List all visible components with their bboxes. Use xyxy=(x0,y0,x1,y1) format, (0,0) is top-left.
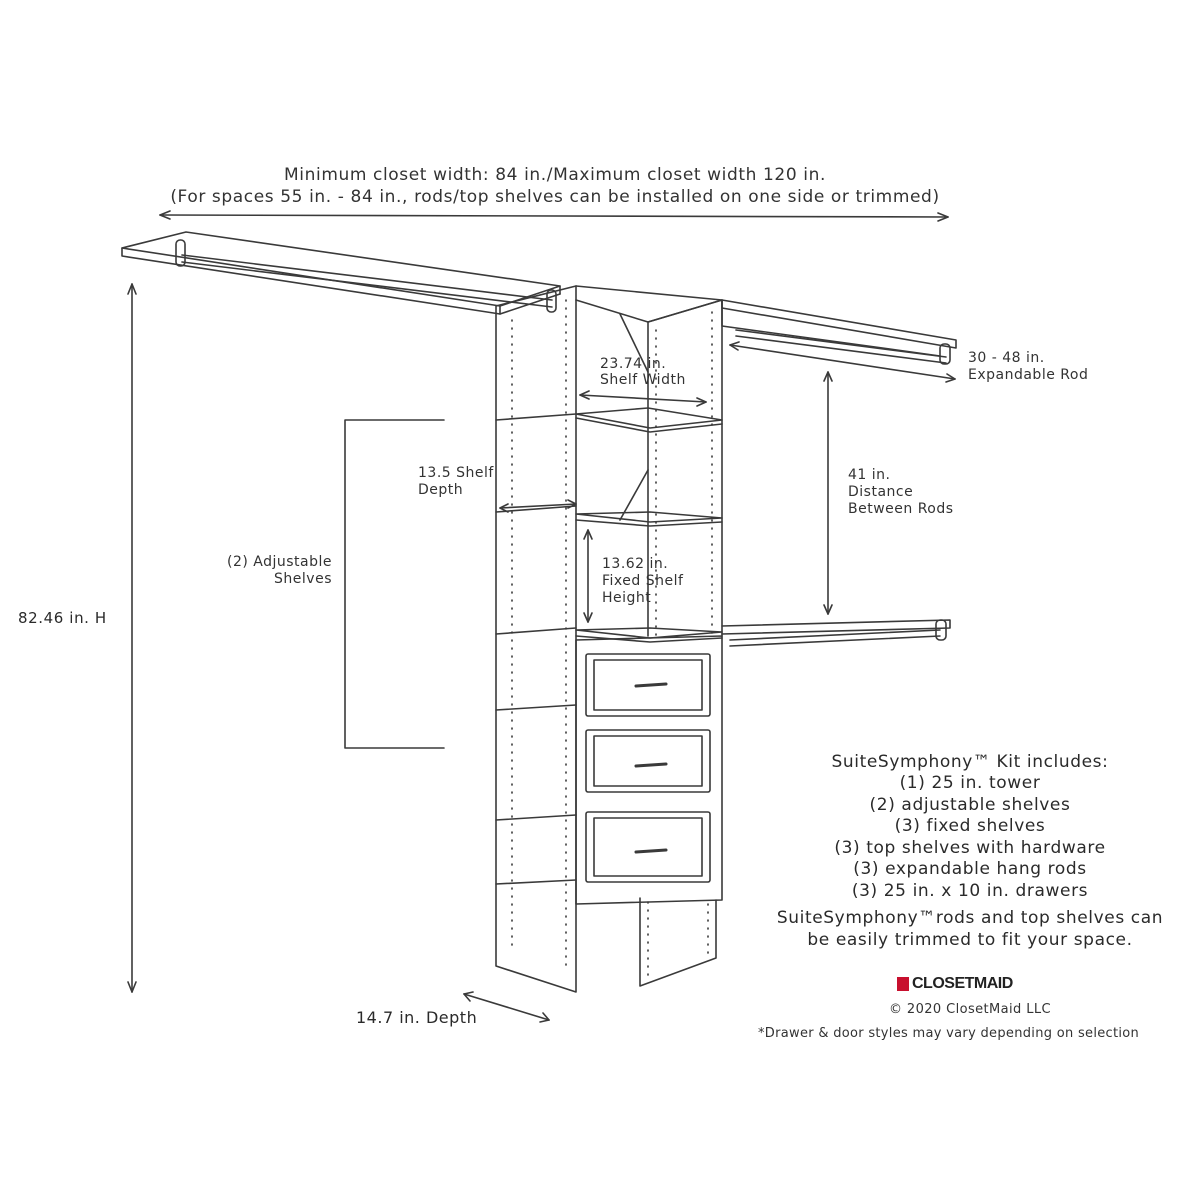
kit-item: (3) top shelves with hardware xyxy=(834,837,1106,858)
closetmaid-logo xyxy=(897,974,1013,994)
drawer-handle-icon xyxy=(636,850,666,852)
fixed-height-label-1: 13.62 in. xyxy=(602,556,669,572)
fixed-height-label-3: Height xyxy=(602,590,652,606)
drawer-handle-icon xyxy=(636,684,666,686)
tower-left-panel xyxy=(496,286,576,992)
kit-item: (3) 25 in. x 10 in. drawers xyxy=(851,880,1089,901)
kit-note-1: SuiteSymphony™rods and top shelves can xyxy=(776,908,1164,928)
fixed-height-label-2: Fixed Shelf xyxy=(602,573,684,589)
shelf-depth-label-2: Depth xyxy=(418,482,464,498)
depth-label: 14.7 in. Depth xyxy=(356,1008,478,1027)
tower-right-panel xyxy=(620,300,722,986)
shelf-width-arrow xyxy=(580,391,706,406)
between-rods-label-2: Distance xyxy=(848,484,914,500)
drawer-2 xyxy=(586,730,710,792)
brand-wordmark: CLOSETMAID xyxy=(912,975,1013,992)
expandable-rod-arrow xyxy=(730,342,955,382)
kit-item: (2) adjustable shelves xyxy=(869,794,1071,815)
left-top-shelf xyxy=(122,232,560,314)
copyright-text: © 2020 ClosetMaid LLC xyxy=(888,1002,1051,1017)
brand-mark-icon xyxy=(897,977,909,991)
tower-shelves xyxy=(576,408,722,642)
between-rods-arrow xyxy=(824,372,832,614)
right-top-shelf xyxy=(722,300,956,364)
shelf-width-label-2: Shelf Width xyxy=(600,372,686,388)
lower-right-rod xyxy=(722,620,950,646)
between-rods-label-1: 41 in. xyxy=(848,467,891,483)
drawer-stack xyxy=(576,636,722,904)
adjustable-label-1: (2) Adjustable xyxy=(226,554,332,570)
kit-note-2: be easily trimmed to fit your space. xyxy=(807,929,1133,950)
header-note-text: (For spaces 55 in. - 84 in., rods/top shelves can be installed on one side or trimmed) xyxy=(170,187,940,207)
height-label: 82.46 in. H xyxy=(18,609,107,627)
between-rods-label-3: Between Rods xyxy=(848,501,954,517)
kit-item: (3) fixed shelves xyxy=(894,816,1046,836)
shelf-width-label-1: 23.74 in. xyxy=(600,356,667,372)
drawer-handle-icon xyxy=(636,764,666,766)
kit-contents xyxy=(740,752,1200,951)
kit-item: (3) expandable hang rods xyxy=(853,859,1087,879)
disclaimer-text: *Drawer & door styles may vary depending on selection xyxy=(758,1026,1140,1041)
drawer-3 xyxy=(586,812,710,882)
kit-item: (1) 25 in. tower xyxy=(899,773,1041,793)
adjustable-label-2: Shelves xyxy=(274,571,332,587)
rod-label-1: 30 - 48 in. xyxy=(968,350,1045,366)
fixed-height-arrow xyxy=(584,530,592,622)
height-arrow xyxy=(128,284,136,992)
tower-top xyxy=(576,286,722,322)
width-arrow xyxy=(160,211,948,221)
shelf-depth-label-1: 13.5 Shelf xyxy=(418,465,494,481)
kit-heading: SuiteSymphony™ Kit includes: xyxy=(831,752,1109,772)
rod-label-2: Expandable Rod xyxy=(968,367,1089,383)
left-hang-rod xyxy=(176,240,556,312)
header-width-text: Minimum closet width: 84 in./Maximum closet width 120 in. xyxy=(284,165,826,185)
